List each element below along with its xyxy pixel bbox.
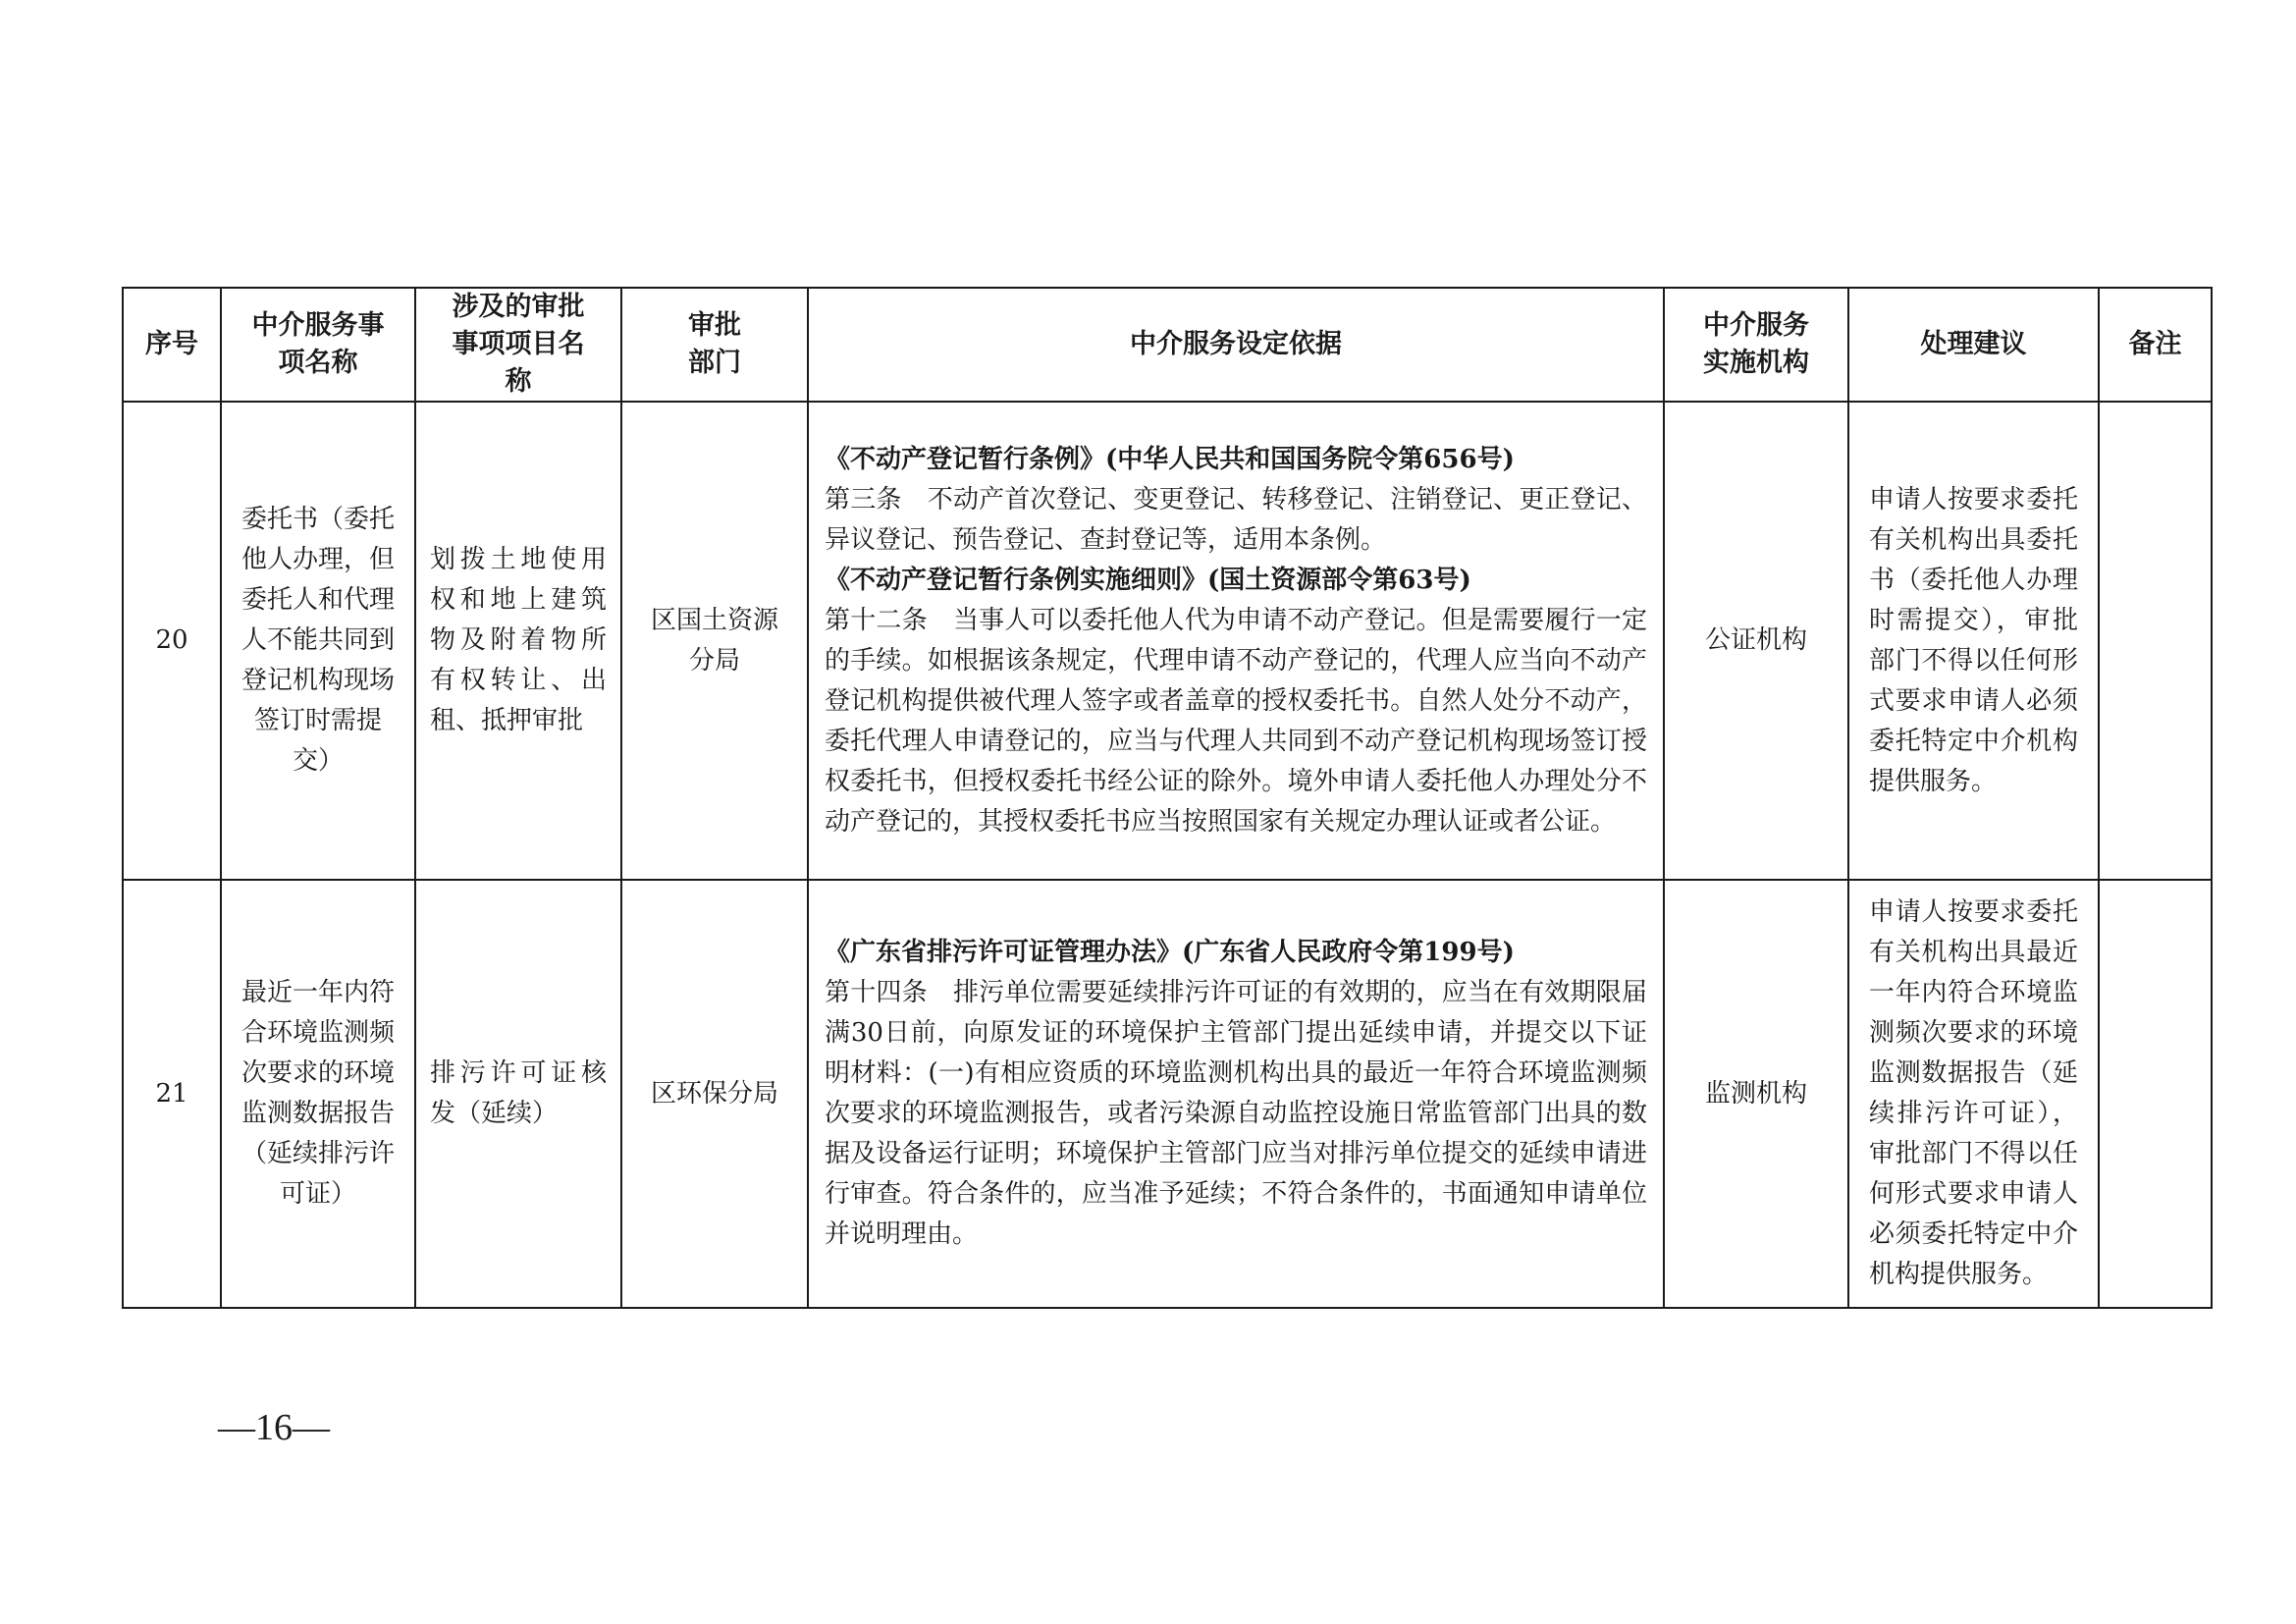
row-remark <box>2099 880 2212 1308</box>
row-basis <box>808 880 1664 1308</box>
basis-law-text: 第十二条 当事人可以委托他人代为申请不动产登记。但是需要履行一定的手续。如根据该条规定，代理申请不动产登记的，代理人应当向不动产登记机构提供被代理人签字或者盖章的授权委托书。自然人处分不动产，委托代理人申请登记的，应当与代理人共同到不动产登记机构现场签订授权委托书，但授权委托书经公证的除外。境外申请人委托他人办理处分不动产登记的，其授权委托书应当按照国家有关规定办理认证或者公证。 <box>825 605 1647 837</box>
basis-law-title: 《广东省排污许可证管理办法》(广东省人民政府令第199号) <box>825 938 1515 967</box>
row-department: 区国土资源分局 <box>621 402 808 880</box>
row-approval-item: 划拨土地使用权和地上建筑物及附着物所有权转让、出租、抵押审批 <box>415 402 621 880</box>
basis-law-title: 《不动产登记暂行条例实施细则》(国土资源部令第63号) <box>825 565 1471 595</box>
row-approval-item: 排污许可证核发（延续） <box>415 880 621 1308</box>
table-row <box>123 880 2212 1308</box>
row-service-name: 委托书（委托他人办理，但委托人和代理人不能共同到登记机构现场签订时需提交） <box>221 402 415 880</box>
row-suggestion: 申请人按要求委托有关机构出具委托书（委托他人办理时需提交），审批部门不得以任何形式要求申请人必须委托特定中介机构提供服务。 <box>1848 402 2099 880</box>
row-seq: 20 <box>123 402 221 880</box>
basis-law-text: 第三条 不动产首次登记、变更登记、转移登记、注销登记、更正登记、异议登记、预告登记、查封登记等，适用本条例。 <box>825 484 1647 555</box>
header-suggestion: 处理建议 <box>1848 288 2099 402</box>
header-basis: 中介服务设定依据 <box>808 288 1664 402</box>
header-agency: 中介服务实施机构 <box>1664 288 1848 402</box>
intermediary-services-table <box>122 287 2213 1309</box>
row-agency: 公证机构 <box>1664 402 1848 880</box>
page-number: —16— <box>218 1407 330 1448</box>
row-service-name: 最近一年内符合环境监测频次要求的环境监测数据报告（延续排污许可证） <box>221 880 415 1308</box>
row-seq: 21 <box>123 880 221 1308</box>
table-header-row <box>123 288 2212 402</box>
header-department: 审批部门 <box>621 288 808 402</box>
row-suggestion: 申请人按要求委托有关机构出具最近一年内符合环境监测频次要求的环境监测数据报告（延续排污许可证），审批部门不得以任何形式要求申请人必须委托特定中介机构提供服务。 <box>1848 880 2099 1308</box>
table-row <box>123 402 2212 880</box>
header-approval-item: 涉及的审批事项项目名称 <box>415 288 621 402</box>
basis-law-text: 第十四条 排污单位需要延续排污许可证的有效期的，应当在有效期限届满30日前，向原发证的环境保护主管部门提出延续申请，并提交以下证明材料：(一)有相应资质的环境监测机构出具的最近一年符合环境监测频次要求的环境监测报告，或者污染源自动监控设施日常监管部门出具的数据及设备运行证明；环境保护主管部门应当对排污单位提交的延续申请进行审查。符合条件的，应当准予延续；不符合条件的，书面通知申请单位并说明理由。 <box>825 978 1647 1249</box>
header-remark: 备注 <box>2099 288 2212 402</box>
row-department: 区环保分局 <box>621 880 808 1308</box>
header-seq: 序号 <box>123 288 221 402</box>
row-basis <box>808 402 1664 880</box>
basis-law-title: 《不动产登记暂行条例》(中华人民共和国国务院令第656号) <box>825 444 1515 474</box>
row-remark <box>2099 402 2212 880</box>
header-service-name: 中介服务事项名称 <box>221 288 415 402</box>
row-agency: 监测机构 <box>1664 880 1848 1308</box>
